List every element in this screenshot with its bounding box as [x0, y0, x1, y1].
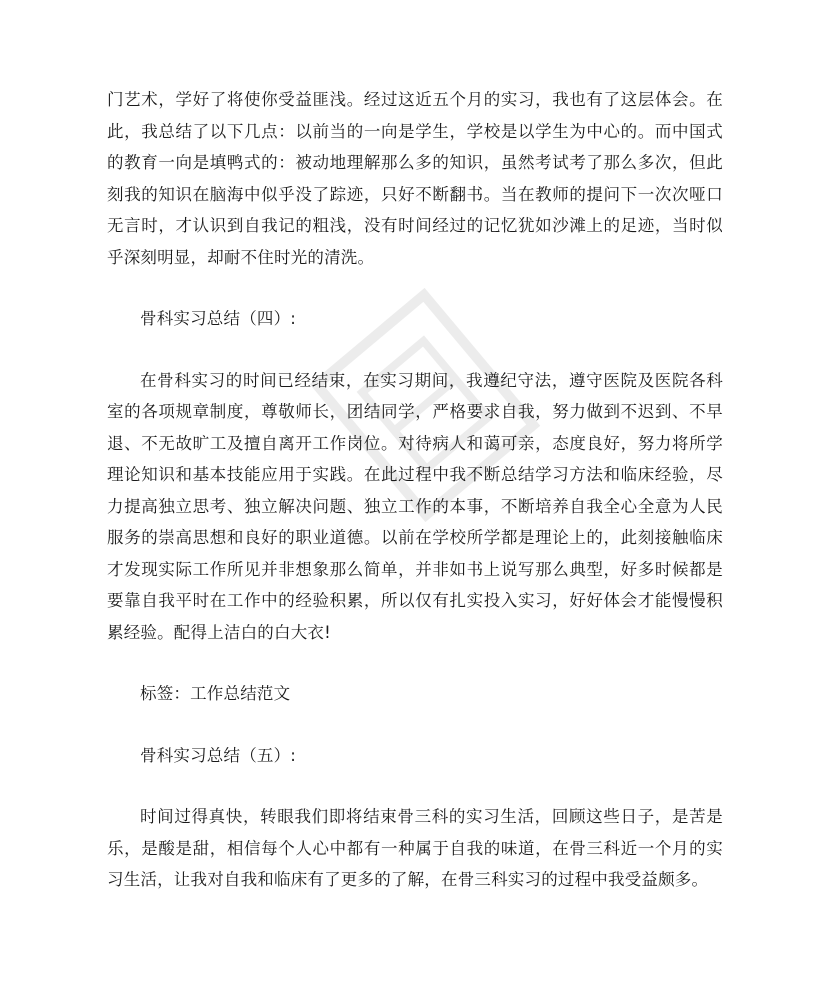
document-body — [107, 84, 723, 896]
paragraph-summary-4: 在骨科实习的时间已经结束，在实习期间，我遵纪守法，遵守医院及医院各科室的各项规章制度，尊敬师长，团结同学，严格要求自我，努力做到不迟到、不早退、不无故旷工及擅自离开工作岗位。对待病人和蔼可亲，态度良好，努力将所学理论知识和基本技能应用于实践。在此过程中我不断总结学习方法和临床经验，尽力提高独立思考、独立解决问题、独立工作的本事，不断培养自我全心全意为人民服务的崇高思想和良好的职业道德。以前在学校所学都是理论上的，此刻接触临床才发现实际工作所见并非想象那么简单，并非如书上说写那么典型，好多时候都是要靠自我平时在工作中的经验积累，所以仅有扎实投入实习，好好体会才能慢慢积累经验。配得上洁白的白大衣! — [107, 370, 723, 642]
section-heading-5: 骨科实习总结（五）: — [140, 745, 297, 765]
section-heading-4: 骨科实习总结（四）: — [140, 309, 297, 328]
tag-line: 标签：工作总结范文 — [140, 684, 291, 703]
paragraph-summary-5: 时间过得真快，转眼我们即将结束骨三科的实习生活，回顾这些日子，是苦是乐，是酸是甜，相信每个人心中都有一种属于自我的味道，在骨三科近一个月的实习生活，让我对自我和临床有了更多的了解，在骨三科实习的过程中我受益颇多。 — [107, 807, 723, 889]
paragraph-intro-continuation: 门艺术，学好了将使你受益匪浅。经过这近五个月的实习，我也有了这层体会。在此，我总结了以下几点：以前当的一向是学生，学校是以学生为中心的。而中国式的教育一向是填鸭式的：被动地理解那么多的知识，虽然考试考了那么多次，但此刻我的知识在脑海中似乎没了踪迹，只好不断翻书。当在教师的提问下一次次哑口无言时，才认识到自我记的粗浅，没有时间经过的记忆犹如沙滩上的足迹，当时似乎深刻明显，却耐不住时光的清洗。 — [107, 90, 723, 267]
